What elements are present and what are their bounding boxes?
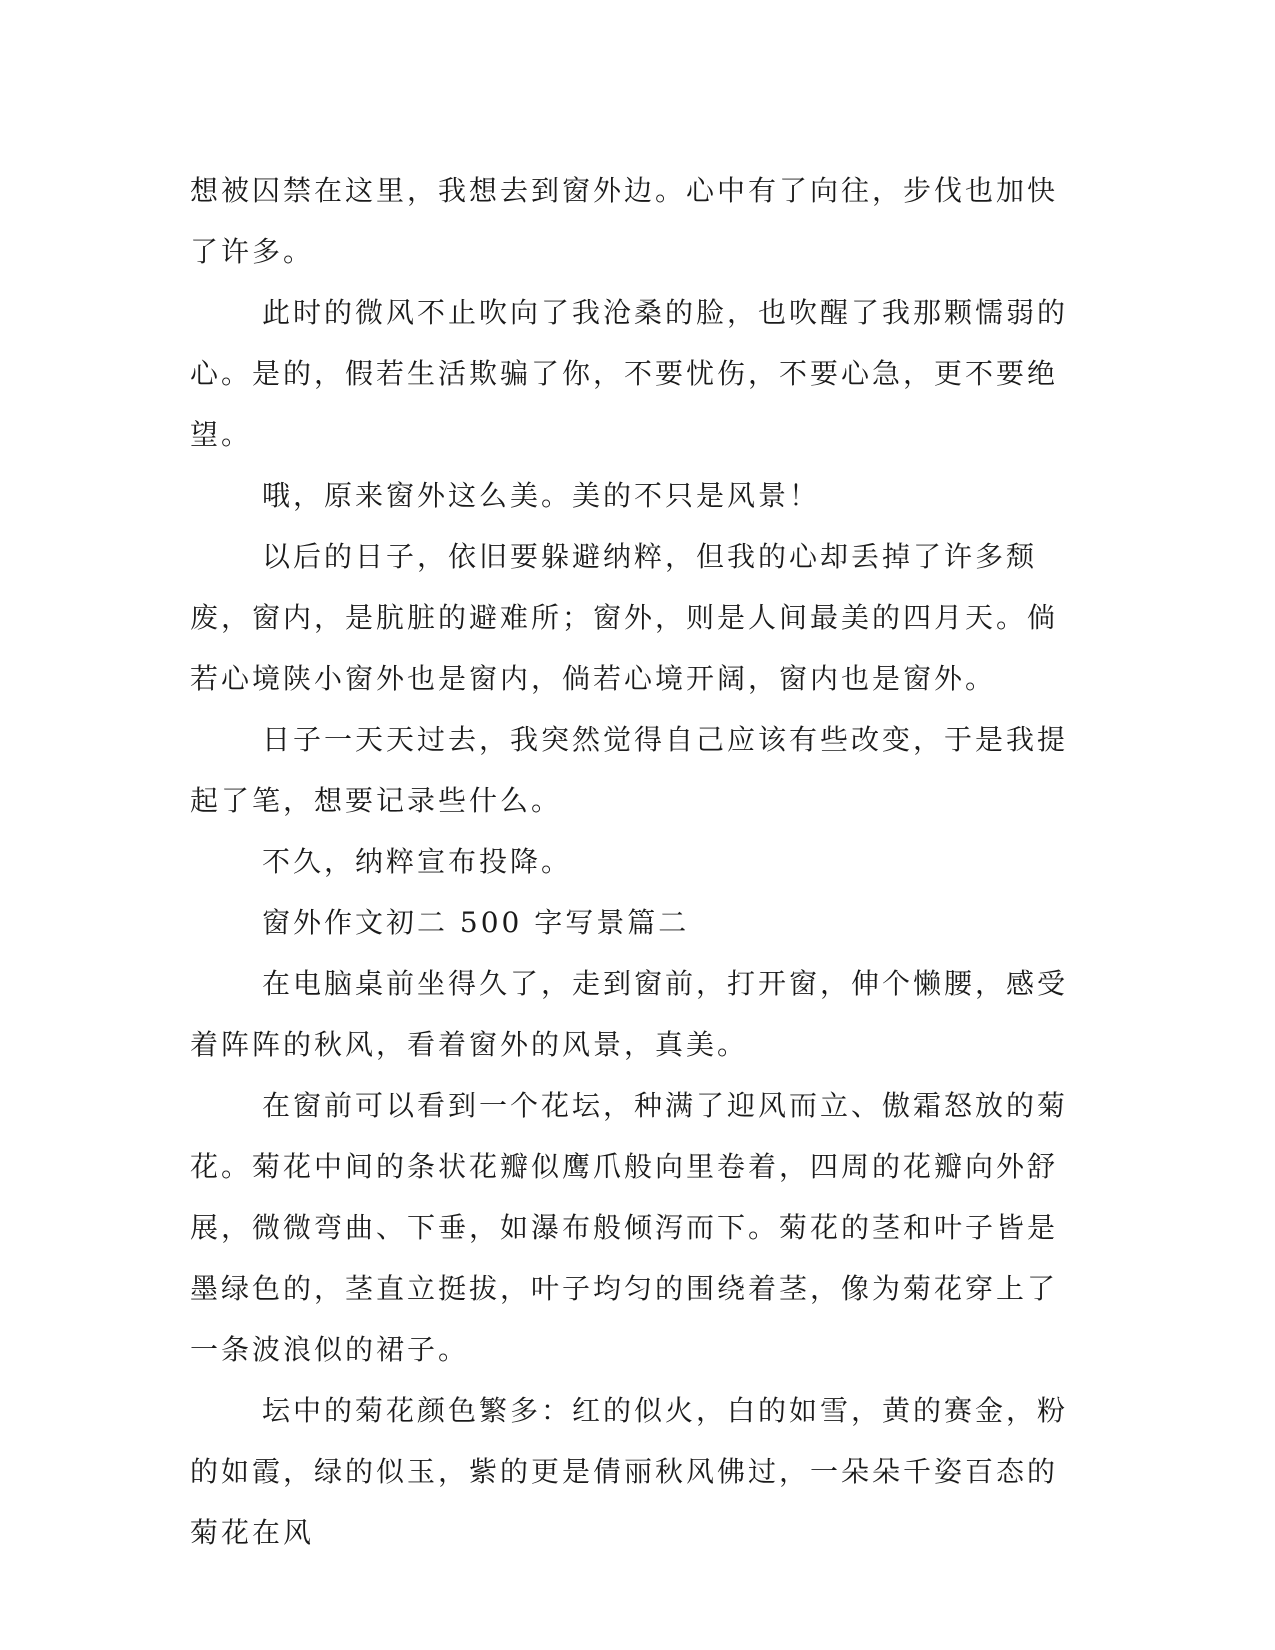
- paragraph-8: 在电脑桌前坐得久了，走到窗前，打开窗，伸个懒腰，感受着阵阵的秋风，看着窗外的风景，真美。: [190, 967, 1069, 1061]
- paragraph-9: 在窗前可以看到一个花坛，种满了迎风而立、傲霜怒放的菊花。菊花中间的条状花瓣似鹰爪般向里卷着，四周的花瓣向外舒展，微微弯曲、下垂，如瀑布般倾泻而下。菊花的茎和叶子皆是墨绿色的，茎直立挺拔，叶子均匀的围绕着茎，像为菊花穿上了一条波浪似的裙子。: [190, 1089, 1069, 1366]
- paragraph-1: 想被囚禁在这里，我想去到窗外边。心中有了向往，步伐也加快了许多。: [190, 174, 1059, 268]
- document-body: [190, 160, 1080, 1563]
- paragraph-4: 以后的日子，依旧要躲避纳粹，但我的心却丢掉了许多颓废，窗内，是肮脏的避难所；窗外，则是人间最美的四月天。倘若心境陕小窗外也是窗内，倘若心境开阔，窗内也是窗外。: [190, 540, 1059, 695]
- paragraph-5: 日子一天天过去，我突然觉得自己应该有些改变，于是我提起了笔，想要记录些什么。: [190, 723, 1069, 817]
- paragraph-6: 不久，纳粹宣布投降。: [262, 845, 573, 878]
- paragraph-2: 此时的微风不止吹向了我沧桑的脸，也吹醒了我那颗懦弱的心。是的，假若生活欺骗了你，不要忧伤，不要心急，更不要绝望。: [190, 296, 1069, 451]
- section-heading: 窗外作文初二 500 字写景篇二: [262, 906, 690, 939]
- paragraph-10: 坛中的菊花颜色繁多：红的似火，白的如雪，黄的赛金，粉的如霞，绿的似玉，紫的更是倩丽秋风佛过，一朵朵千姿百态的菊花在风: [190, 1394, 1069, 1549]
- paragraph-3: 哦，原来窗外这么美。美的不只是风景！: [262, 479, 821, 512]
